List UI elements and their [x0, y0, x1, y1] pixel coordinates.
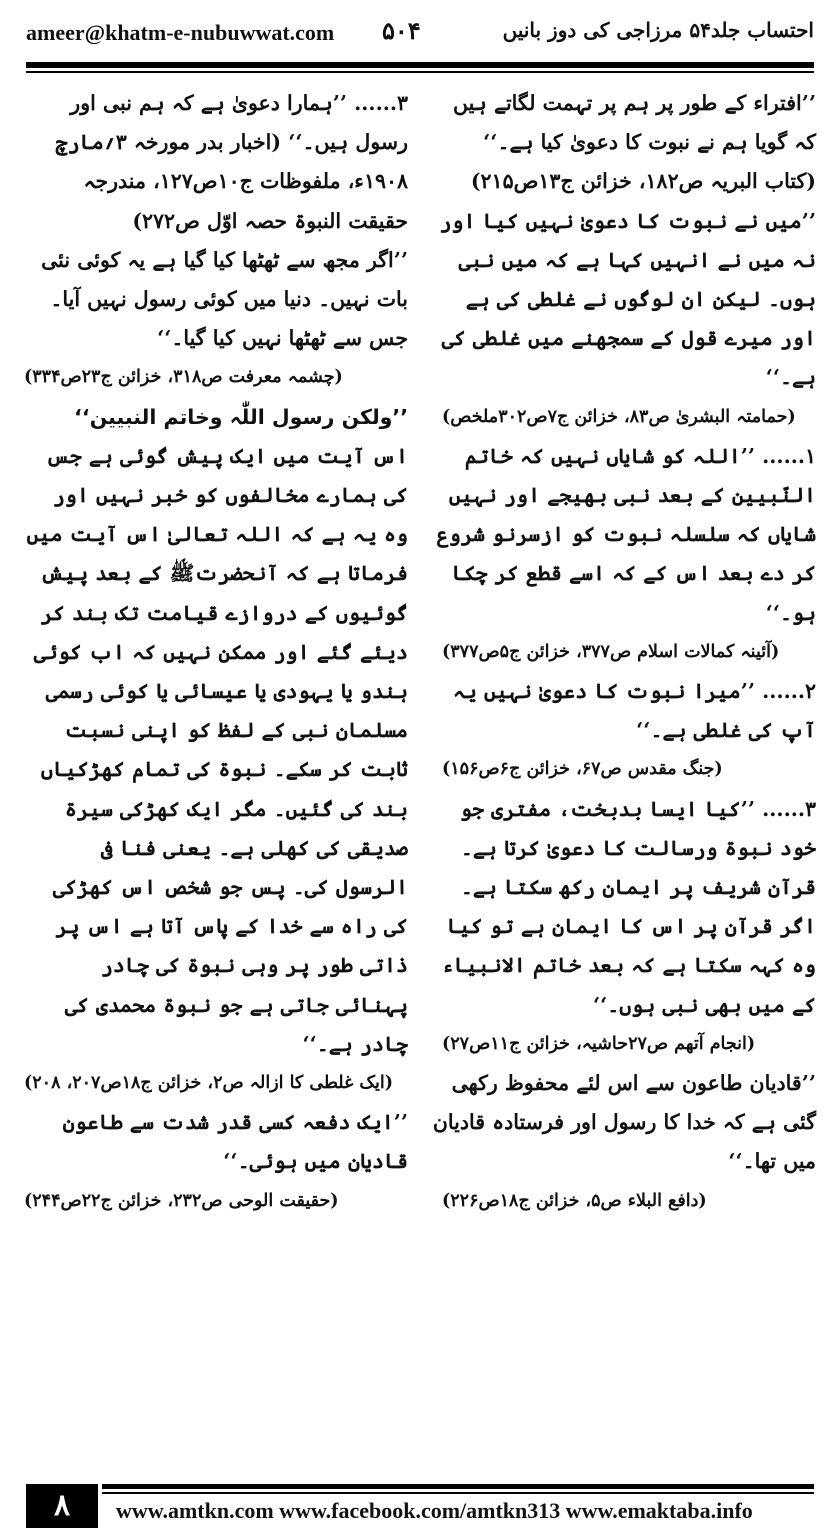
left-ref-3: (حقیقت الوحی ص۲۳۲، خزائن ج۲۲ص۲۴۴) — [24, 1190, 339, 1211]
header-rule-thick — [26, 62, 814, 68]
left-para-1: ۳...... ’’ہمارا دعویٰ ہے کہ ہم نبی اور رسول ہیں۔‘‘ (اخبار بدر مورخہ ۳؍مارچ ۱۹۰۸ء، ملفوظات ج۱۰ص۱۲۷، مندرجہ حقیقت النبوۃ حصہ اوّل ص۲۷۲) — [48, 91, 408, 233]
footer-rule-thick — [102, 1484, 814, 1489]
right-para-1: ’’افتراء کے طور پر ہم پر تہمت لگاتے ہیں کہ گویا ہم نے نبوت کا دعویٰ کیا ہے۔‘‘ (کتاب البریہ ص۱۸۲، خزائن ج۱۳ص۲۱۵) — [445, 91, 816, 194]
header-email[interactable]: ameer@khatm-e-nubuwwat.com — [26, 20, 335, 45]
footer-page-number: ۸ — [26, 1484, 98, 1528]
page-footer — [26, 1484, 814, 1530]
header-title: احتساب جلد۵۴ مرزاجی کی دوز بانیں — [502, 18, 814, 42]
right-para-3: ۱...... ’’اللہ کو شایاں نہیں کہ خاتم النّبیین کے بعد نبی بھیجے اور نہیں شایاں کہ سلسلہ نبوت کو ازسرنو شروع کر دے بعد اس کے کہ اسے قطع کر چکا ہو۔‘‘ — [429, 443, 816, 625]
left-para-4: ’’ایک دفعہ کسی قدر شدت سے طاعون قادیان میں ہوئی۔‘‘ — [55, 1110, 408, 1174]
page-header — [26, 14, 814, 54]
right-para-4: ۲...... ’’میرا نبوت کا دعویٰ نہیں یہ آپ کی غلطی ہے۔‘‘ — [445, 679, 816, 743]
left-para-3: اس آیت میں ایک پیش گوئی ہے جس کی ہمارے مخالفوں کو خبر نہیں اور وہ یہ ہے کہ اللہ تعالیٰ اس آیت میں فرماتا ہے کہ آنحضرتﷺ کے بعد پیش گوئیوں کے دروازے قیامت تک بند کر دیئے گئے اور ممکن نہیں کہ اب کوئی ہندو یا یہودی یا عیسائی یا کوئی رسمی مسلمان نبی کے لفظ کو اپنی نسبت ثابت کر سکے۔ نبوۃ کی تمام کھڑکیاں بند کی گئیں۔ مگر ایک کھڑکی سیرۃ صدیقی کی کھلی ہے۔ یعنی فنا فی الرسول کی۔ پس جو شخص اس کھڑکی کی راہ سے خدا کے پاس آتا ہے اس پر ذاتی طور پر وہی نبوۃ کی چادر پہنائی جاتی ہے جو نبوۃ محمدی کی چادر ہے۔‘‘ — [19, 443, 408, 1056]
right-ref-1: (حمامتہ البشریٰ ص۸۳، خزائن ج۷ص۳۰۲ملخص) — [442, 406, 796, 427]
header-rule-thin — [26, 71, 814, 73]
right-ref-2: (آئینہ کمالات اسلام ص۳۷۷، خزائن ج۵ص۳۷۷) — [442, 641, 780, 662]
left-ref-1: (چشمہ معرفت ص۳۱۸، خزائن ج۲۳ص۳۳۴) — [24, 367, 343, 388]
right-para-6: ’’قادیان طاعون سے اس لئے محفوظ رکھی گئی ہے کہ خدا کا رسول اور فرستادہ قادیان میں تھا۔‘‘ — [425, 1071, 816, 1174]
left-quran-verse: ’’ولکن رسول اللّٰہ وخاتم النبیین‘‘ — [74, 404, 408, 429]
footer-rule-thin — [102, 1492, 814, 1494]
right-para-2: ’’میں نے نبوت کا دعویٰ نہیں کیا اور نہ میں نے انہیں کہا ہے کہ میں نبی ہوں۔ لیکن ان لوگوں نے غلطی کی ہے اور میرے قول کے سمجھنے میں غلطی کی ہے۔‘‘ — [432, 208, 816, 390]
left-column — [19, 84, 408, 1221]
right-column — [425, 84, 816, 1221]
right-ref-3: (جنگ مقدس ص۶۷، خزائن ج۶ص۱۵۶) — [442, 759, 723, 780]
left-ref-2: (ایک غلطی کا ازالہ ص۲، خزائن ج۱۸ص۲۰۷، ۲۰۸) — [24, 1073, 394, 1094]
footer-links[interactable]: www.amtkn.com www.facebook.com/amtkn313 www.emaktaba.info — [116, 1498, 753, 1523]
header-page-number: ۵۰۴ — [382, 16, 421, 45]
left-para-2: ’’اگر مجھ سے ٹھٹھا کیا گیا ہے یہ کوئی نئی بات نہیں۔ دنیا میں کوئی رسول نہیں آیا۔ جس سے ٹھٹھا نہیں کیا گیا۔‘‘ — [33, 247, 408, 351]
right-para-5: ۳...... ’’کیا ایسا بدبخت، مفتری جو خود نبوۃ ورسالت کا دعویٰ کرتا ہے۔ قرآن شریف پر ایمان رکھ سکتا ہے۔ اگر قرآن پر اس کا ایمان ہے تو کیا وہ کہہ سکتا ہے کہ بعد خاتم الانبیاء کے میں بھی نبی ہوں۔‘‘ — [434, 796, 816, 1017]
right-ref-4: (انجام آتھم ص۲۷حاشیہ، خزائن ج۱۱ص۲۷) — [442, 1033, 756, 1054]
right-ref-5: (دافع البلاء ص۵، خزائن ج۱۸ص۲۲۶) — [442, 1190, 707, 1211]
